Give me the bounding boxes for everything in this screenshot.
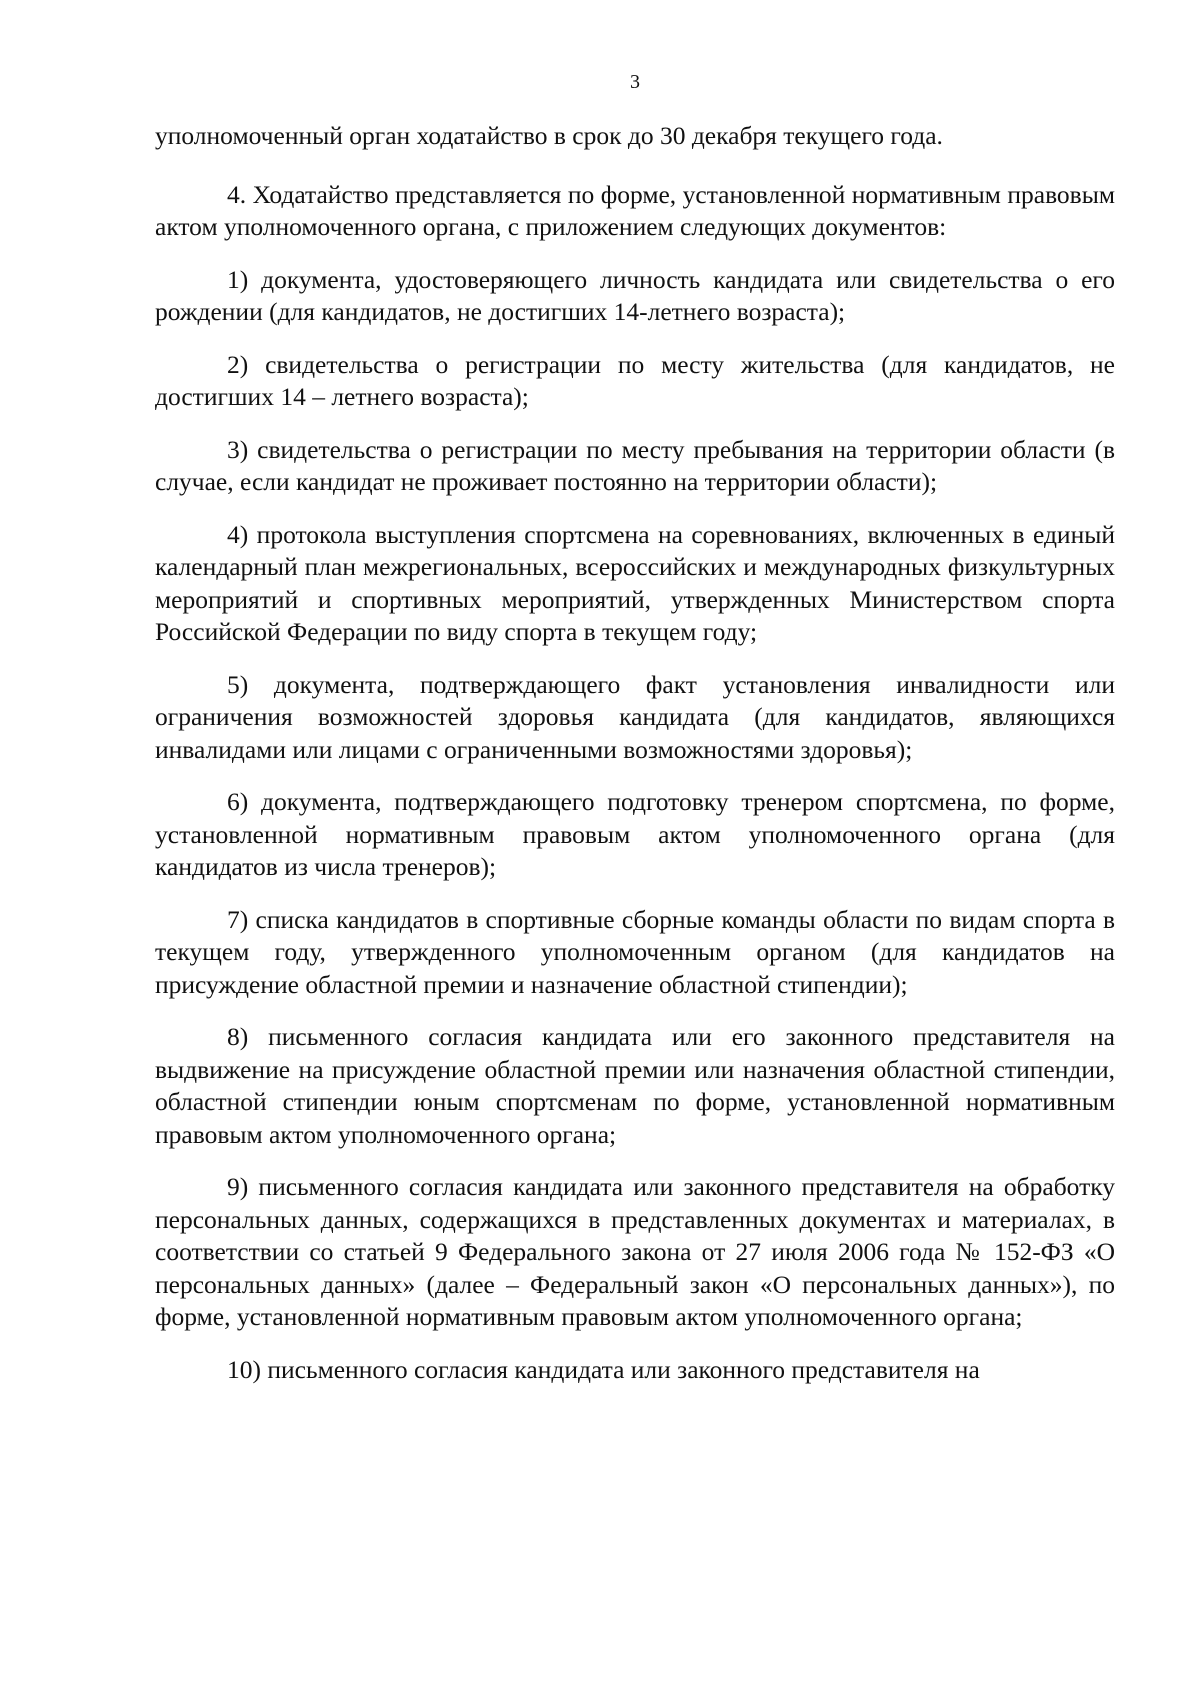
- list-item-3: 3) свидетельства о регистрации по месту пребывания на территории области (в случае, если кандидат не проживает постоянно на территории области);: [155, 434, 1115, 496]
- page-number: 3: [630, 71, 640, 93]
- document-body: [155, 120, 1115, 1406]
- list-item-7: 7) списка кандидатов в спортивные сборные команды области по видам спорта в текущем году, утвержденного уполномоченным органом (для кандидатов на присуждение областной премии и назначение областной стипендии);: [155, 904, 1115, 999]
- list-item-10: 10) письменного согласия кандидата или законного представителя на: [227, 1354, 980, 1384]
- list-item-2: 2) свидетельства о регистрации по месту жительства (для кандидатов, не достигших 14 – летнего возраста);: [155, 349, 1115, 411]
- list-item-9: 9) письменного согласия кандидата или законного представителя на обработку персональных данных, содержащихся в представленных документах и материалах, в соответствии со статьей 9 Федерального закона от 27 июля 2006 года № 152-ФЗ «О персональных данных» (далее – Федеральный закон «О персональных данных»), по форме, установленной нормативным правовым актом уполномоченного органа;: [155, 1172, 1115, 1331]
- list-item-4: 4) протокола выступления спортсмена на соревнованиях, включенных в единый календарный план межрегиональных, всероссийских и международных физкультурных мероприятий и спортивных мероприятий, утвержденных Министерством спорта Российской Федерации по виду спорта в текущем году;: [155, 519, 1115, 646]
- list-item-1: 1) документа, удостоверяющего личность кандидата или свидетельства о его рождении (для кандидатов, не достигших 14-летнего возраста);: [155, 264, 1115, 326]
- list-item-6: 6) документа, подтверждающего подготовку тренером спортсмена, по форме, установленной нормативным правовым актом уполномоченного органа (для кандидатов из числа тренеров);: [155, 787, 1115, 881]
- paragraph-item-4: 4. Ходатайство представляется по форме, установленной нормативным правовым актом уполномоченного органа, с приложением следующих документов:: [155, 179, 1115, 241]
- list-item-8: 8) письменного согласия кандидата или его законного представителя на выдвижение на присуждение областной премии или назначения областной стипендии, областной стипендии юным спортсменам по форме, установленной нормативным правовым актом уполномоченного органа;: [155, 1022, 1115, 1149]
- list-item-5: 5) документа, подтверждающего факт установления инвалидности или ограничения возможностей здоровья кандидата (для кандидатов, являющихся инвалидами или лицами с ограниченными возможностями здоровья);: [155, 669, 1115, 764]
- paragraph-continuation: уполномоченный орган ходатайство в срок до 30 декабря текущего года.: [155, 121, 943, 150]
